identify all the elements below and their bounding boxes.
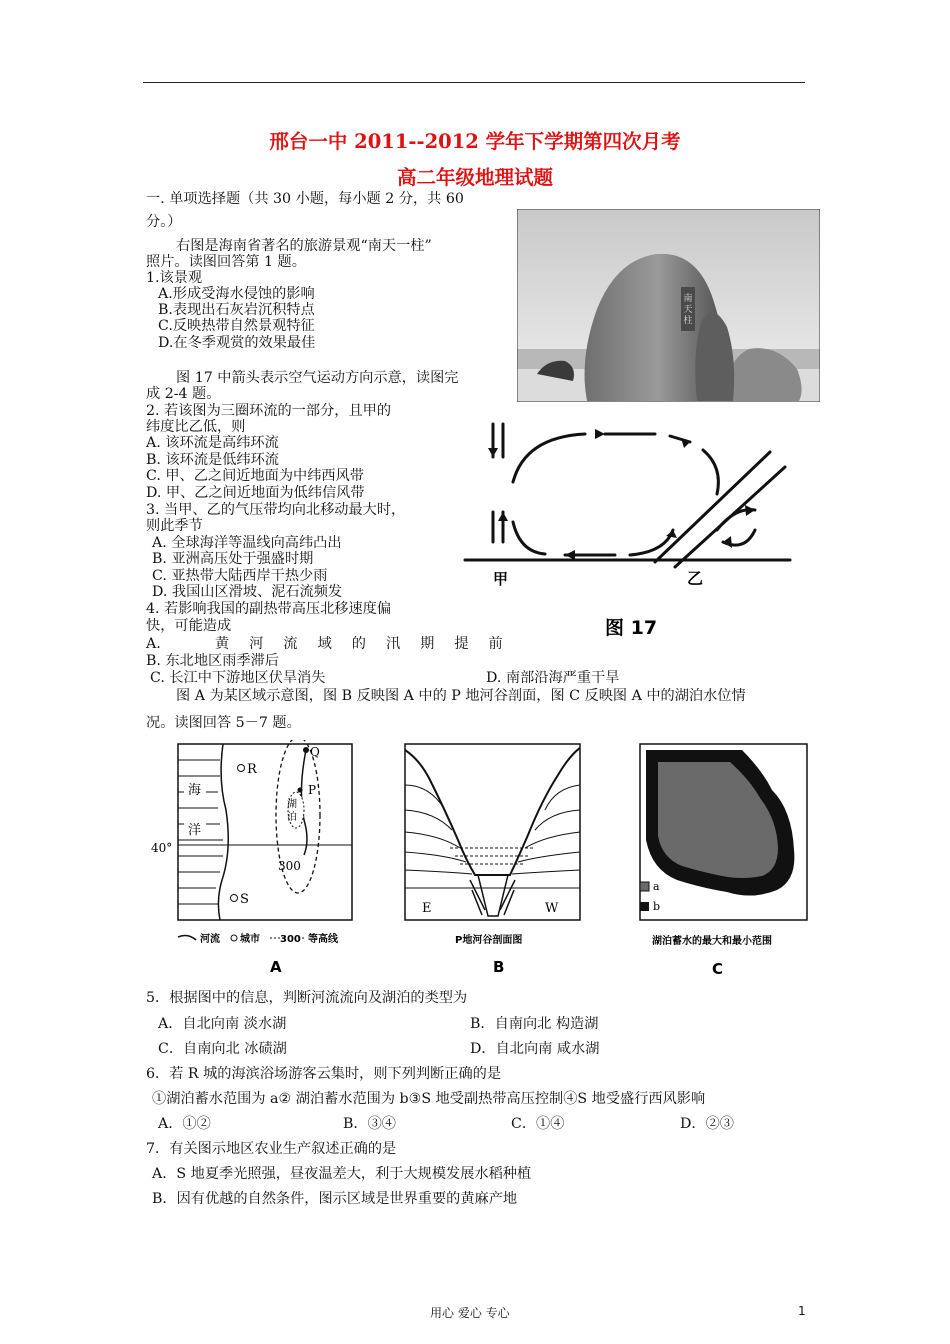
- q6-stem: 6．若 R 城的海滨浴场游客云集时，则下列判断正确的是: [146, 1066, 502, 1082]
- figb-east: E: [422, 901, 432, 916]
- figure-a-region-map: [148, 740, 358, 980]
- svg-text:柱: 柱: [683, 316, 693, 326]
- figa-contour-label: 300: [278, 859, 301, 873]
- q4-stem: 4. 若影响我国的副热带高压北移速度偏: [146, 601, 392, 617]
- q1-stem: 1.该景观: [146, 270, 203, 286]
- figc-label: C: [712, 960, 724, 978]
- figa-lake-char-1: 湖: [287, 799, 297, 810]
- header-rule: [143, 82, 805, 83]
- figa-legend-contour-val: 300: [280, 934, 301, 945]
- figc-caption: 湖泊蓄水的最大和最小范围: [652, 936, 772, 947]
- figb-caption: P地河谷剖面图: [455, 935, 523, 946]
- figc-legend-b: b: [653, 900, 661, 913]
- figa-point-p: P: [308, 783, 317, 797]
- svg-text:南: 南: [683, 294, 693, 304]
- figa-lake-char-2: 泊: [287, 812, 297, 823]
- q1-option-b: B.表现出石灰岩沉积特点: [158, 302, 315, 318]
- figa-legend-contour: 等高线: [308, 934, 338, 945]
- figa-legend-river: 河流: [200, 934, 220, 945]
- q7-option-b: B．因有优越的自然条件，图示区域是世界重要的黄麻产地: [152, 1191, 518, 1207]
- q3-option-c: C. 亚热带大陆西岸干热少雨: [152, 568, 328, 584]
- q3-option-d: D. 我国山区滑坡、泥石流频发: [152, 584, 343, 600]
- q3-stem-cont: 则此季节: [146, 518, 203, 534]
- figa-point-q: Q: [310, 745, 320, 759]
- q4-option-a-label: A.: [146, 636, 161, 652]
- q6-option-c: C．①④: [511, 1116, 565, 1132]
- figc-legend-a: a: [653, 880, 660, 893]
- footer-motto: 用心 爱心 专心: [430, 1306, 510, 1320]
- figa-sea-char-2: 洋: [188, 823, 202, 838]
- page-number: 1: [798, 1304, 806, 1318]
- q4-stem-cont: 快，可能造成: [146, 618, 232, 634]
- figa-latitude: 40°: [151, 841, 173, 855]
- q2-option-c: C. 甲、乙之间近地面为中纬西风带: [146, 468, 364, 484]
- figa-sea-char-1: 海: [188, 783, 202, 798]
- q4-option-d: D. 南部沿海严重干旱: [486, 670, 620, 686]
- q2-option-d: D. 甲、乙之间近地面为低纬信风带: [146, 485, 365, 501]
- fig17-label-jia: 甲: [493, 570, 509, 588]
- page-title: 邢台一中 2011--2012 学年下学期第四次月考: [269, 130, 681, 153]
- q1-intro: 右图是海南省著名的旅游景观“南天一柱”: [176, 238, 432, 254]
- q1-option-a: A.形成受海水侵蚀的影响: [158, 286, 315, 302]
- q5-option-a: A．自北向南 淡水湖: [158, 1016, 287, 1032]
- q5-7-intro-cont: 况。读图回答 5－7 题。: [146, 715, 301, 731]
- q2-4-intro-cont: 成 2-4 题。: [146, 386, 221, 402]
- figure-17-circulation: [455, 412, 800, 644]
- section-heading: 一. 单项选择题（共 30 小题，每小题 2 分，共 60: [146, 191, 464, 207]
- figb-label: B: [493, 958, 505, 976]
- q2-stem: 2. 若该图为三圈环流的一部分，且甲的: [146, 403, 392, 419]
- q4-option-c: C. 长江中下游地区伏旱消失: [150, 670, 326, 686]
- figa-legend-city: 城市: [240, 934, 260, 945]
- figa-city-s: S: [240, 892, 249, 907]
- q2-4-intro: 图 17 中箭头表示空气运动方向示意，读图完: [176, 370, 459, 386]
- q3-option-b: B. 亚洲高压处于强盛时期: [152, 551, 314, 567]
- q4-option-a: 黄河流域的汛期提前: [215, 636, 523, 652]
- fig17-label-yi: 乙: [687, 569, 704, 588]
- figure-b-valley-profile: [400, 740, 590, 980]
- q3-option-a: A. 全球海洋等温线向高纬凸出: [152, 535, 342, 551]
- q1-option-c: C.反映热带自然景观特征: [158, 318, 315, 334]
- q2-stem-cont: 纬度比乙低，则: [146, 419, 246, 435]
- q2-option-b: B. 该环流是低纬环流: [146, 452, 279, 468]
- q7-stem: 7．有关图示地区农业生产叙述正确的是: [146, 1141, 397, 1157]
- q6-option-d: D．②③: [680, 1116, 734, 1132]
- q6-option-b: B．③④: [343, 1116, 396, 1132]
- q5-option-b: B．自南向北 构造湖: [470, 1016, 599, 1032]
- q5-7-intro: 图 A 为某区域示意图，图 B 反映图 A 中的 P 地河谷剖面，图 C 反映图 A 中的湖泊水位情: [176, 688, 746, 704]
- q5-stem: 5．根据图中的信息，判断河流流向及湖泊的类型为: [146, 990, 468, 1006]
- photo-nantianyizhu: [517, 209, 820, 402]
- q1-intro-cont: 照片。读图回答第 1 题。: [146, 254, 306, 270]
- q5-option-d: D．自北向南 咸水湖: [470, 1041, 600, 1057]
- fig17-caption: 图 17: [605, 617, 658, 639]
- q4-option-b: B. 东北地区雨季滞后: [146, 653, 279, 669]
- q7-option-a: A．S 地夏季光照强，昼夜温差大，利于大规模发展水稻种植: [152, 1166, 532, 1182]
- figa-label: A: [270, 958, 282, 976]
- page-subtitle: 高二年级地理试题: [396, 166, 553, 189]
- q1-option-d: D.在冬季观赏的效果最佳: [158, 335, 316, 351]
- svg-text:天: 天: [683, 305, 693, 315]
- q5-option-c: C．自南向北 冰碛湖: [158, 1041, 287, 1057]
- section-heading-cont: 分。）: [146, 214, 182, 230]
- q3-stem: 3. 当甲、乙的气压带均向北移动最大时，: [146, 502, 406, 518]
- figb-west: W: [545, 901, 559, 916]
- figa-city-r: R: [247, 762, 257, 777]
- q6-statements: ①湖泊蓄水范围为 a② 湖泊蓄水范围为 b③S 地受副热带高压控制④S 地受盛行西风影响: [152, 1091, 706, 1107]
- q6-option-a: A．①②: [158, 1116, 211, 1132]
- figure-c-lake-range: [632, 740, 814, 982]
- q2-option-a: A. 该环流是高纬环流: [146, 435, 279, 451]
